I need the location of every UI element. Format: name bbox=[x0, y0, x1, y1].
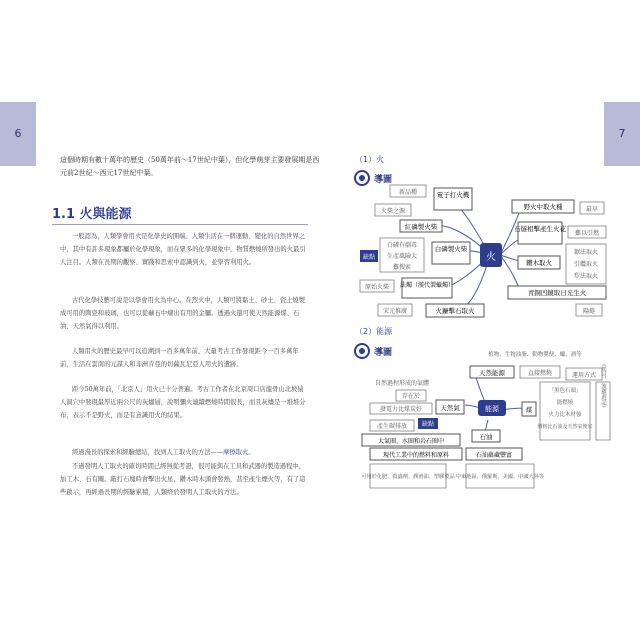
node-lifa: 犁法取火 bbox=[573, 273, 599, 280]
node-yuanshi: 原始火柴 bbox=[364, 284, 390, 291]
node-shiwo: 石燧相擊產生火花 bbox=[514, 225, 566, 233]
paragraph-2: 古代化學技藝可說是以學會用火為中心。在烈火中，人類可將黏土、砂土、瓷土燒製成可用的陶瓷和玻璃，也可以從礦石中煉出有用的金屬。透過火還可使天然能源煤、石油、天然氣得以利用。 bbox=[60, 297, 305, 330]
node-quedian: 缺點 bbox=[362, 254, 376, 261]
paragraph-5-text: 經過漫長的探索和經驗總結，找到人工取火的方法—— bbox=[72, 449, 224, 456]
node-yunyong: 運用方式 bbox=[571, 372, 597, 379]
node-nanshou: 難搜索 bbox=[392, 264, 412, 271]
energy-heading: （2）能源 bbox=[355, 327, 393, 336]
fire-heading: （1）火 bbox=[355, 155, 385, 164]
node-zhuanfa: 鋸法取火 bbox=[573, 249, 599, 256]
node-tianranqi: 天然氣 bbox=[440, 404, 460, 412]
section-title: 1.1 火與能源 bbox=[52, 207, 132, 222]
node-fadian: 發電力比煤炭好 bbox=[379, 406, 423, 413]
paragraph-5 bbox=[60, 446, 308, 459]
paragraph-3: 人類用火的歷史最早可以追溯到一百多萬年前，大量考古工作發現距今一百多萬年前，生活在雲南的元謀人和非洲肯亞的切薩瓦尼亞人用火的遺跡。 bbox=[60, 348, 299, 368]
right-page-tab bbox=[604, 102, 640, 166]
node-nanyi: 難以引燃 bbox=[574, 230, 600, 237]
node-fazhou: 法燭（漢代製蠟燭） bbox=[399, 282, 455, 289]
fire-dao-label: 導圖 bbox=[374, 174, 393, 185]
node-zhijie: 直接燃燒 bbox=[527, 370, 553, 377]
node-side: 《馬可．波羅遊記》 bbox=[600, 361, 606, 411]
node-shengchan: 生產風險大 bbox=[386, 253, 418, 260]
paragraph-1: 一般認為，人類學會用火是化學史的開端。人類生活在一個運動、變化的自然世界之中，其中有許多現象都屬於化學現象，而在眾多的化學現象中，物質燃燒所發出的火最引人注目。人類在長期的觀察、實踐和思索中認識到火，並學習利用火。 bbox=[60, 233, 306, 266]
paragraph-4: 距今50萬年前，「北京人」用火已十分普遍。考古工作者在北京周口店龍骨山北坡猿人洞穴中發現最厚近兩公尺的灰燼層，說明彌火連續燃燒時間很長，而且灰燼是一堆堆分布，表示不是野火，而是有意識用火的結果。 bbox=[60, 386, 306, 419]
node-zhiwu: 植物、生物油脂、動物糞便、蠟、酒等 bbox=[488, 352, 582, 358]
node-dianzi: 電子打火機 bbox=[436, 191, 470, 199]
node-huochai-zhidao: 火柴之源 bbox=[380, 208, 406, 215]
node-ziran: 自然過程形成的氣體 bbox=[374, 380, 430, 387]
node-cunzai: 存在於 bbox=[401, 393, 421, 400]
node-zuizao: 最早 bbox=[585, 206, 599, 213]
node-shiyou: 石油 bbox=[479, 433, 493, 441]
energy-center: 能源 bbox=[485, 405, 499, 413]
node-xinpinzhong: 新品種 bbox=[398, 189, 418, 196]
node-chansheng: 產生碳排放 bbox=[376, 423, 408, 430]
node-xiandai: 現代工業中的燃料和原料 bbox=[382, 452, 450, 459]
highlight-text: 摩擦取火。 bbox=[223, 449, 255, 456]
node-keyong: 可用於化肥、殺蟲劑、潤滑油、塑膠製品 bbox=[361, 474, 455, 480]
section-rule bbox=[52, 224, 308, 225]
energy-mindmap bbox=[340, 350, 620, 490]
node-queding: 缺點 bbox=[421, 421, 435, 428]
right-page-number: 7 bbox=[618, 127, 626, 140]
node-baixin: 白磷製火柴 bbox=[434, 245, 468, 253]
node-yangsui: 陽燧 bbox=[582, 308, 596, 315]
node-daqi: 大氣圈、水圈和岩石圈中 bbox=[377, 438, 445, 445]
intro-text: 這個時期有數十萬年的歷史（50萬年前～17世紀中葉），但化學萌芽主要發展期是西元前2世紀～西元17世紀中葉。 bbox=[60, 156, 320, 177]
node-shengli: 火鐮擊石取火 bbox=[435, 307, 475, 315]
node-baixin-you: 白磷有劇毒 bbox=[386, 242, 418, 249]
node-zuanmu: 鑽木取火 bbox=[526, 259, 552, 267]
node-tianran: 天然能源 bbox=[479, 369, 505, 377]
node-shiyou-cang: 石油蘊藏豐富 bbox=[475, 452, 513, 459]
node-yehuo: 野火中取火種 bbox=[523, 203, 563, 211]
paragraph-6: 不過發明人工取火的確切時間已經無從考證，很可能與在工具和武器的製造過程中，加工木、石有關。敲打石塊時會擊出火星，鑽木時木頭會發熱，甚至產生煙火等，有了這些啟示，再經過長期的經驗累積，人類終於發明人工取火的方法。 bbox=[60, 463, 306, 496]
node-hongxin: 紅磷製火柴 bbox=[404, 223, 438, 231]
fire-mindmap bbox=[340, 180, 620, 320]
node-qingtong: 青銅凹鏡取日光生火 bbox=[527, 289, 587, 297]
node-mei: 煤 bbox=[525, 406, 533, 414]
node-jiage: 價格比石油及天然氣便宜 bbox=[537, 424, 593, 430]
node-huoli: 火力比木材強 bbox=[548, 412, 582, 418]
node-songyuan: 宋元推廣 bbox=[382, 308, 408, 315]
energy-dao-label: 導圖 bbox=[374, 347, 393, 358]
left-page-number: 6 bbox=[14, 127, 22, 140]
node-heise: 「黑色石頭」 bbox=[548, 388, 582, 394]
left-page-tab bbox=[0, 102, 36, 166]
node-zhongdong: 中東地區、俄羅斯、美國、中國大陸等 bbox=[455, 474, 545, 480]
fire-center: 火 bbox=[486, 252, 496, 263]
node-yinxian: 引纜取火 bbox=[573, 261, 599, 268]
node-nengran: 能燃燒 bbox=[556, 400, 574, 406]
